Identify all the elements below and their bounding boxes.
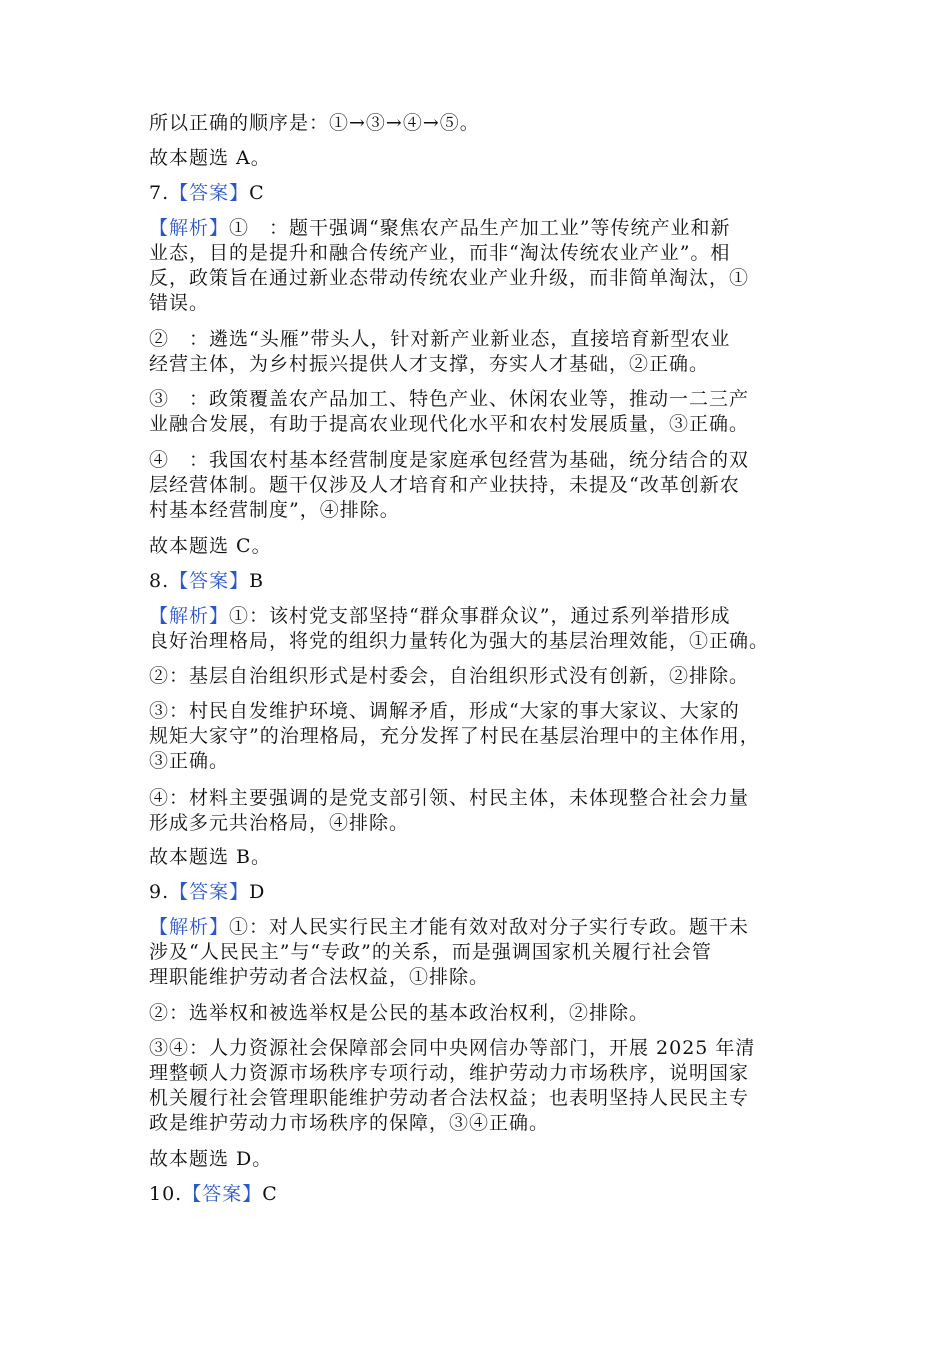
line-text: 故本题选 B。 bbox=[149, 846, 272, 868]
line-text: 所以正确的顺序是：①→③→④→⑤。 bbox=[149, 112, 480, 134]
line-text: 故本题选 A。 bbox=[149, 147, 271, 169]
text-line bbox=[149, 241, 801, 266]
paragraph bbox=[149, 604, 801, 654]
text-line bbox=[149, 629, 801, 654]
line-text: 错误。 bbox=[149, 292, 210, 314]
text-line bbox=[149, 749, 801, 774]
line-text: 经营主体，为乡村振兴提供人才支撑，夯实人才基础，②正确。 bbox=[149, 353, 710, 375]
text-line bbox=[149, 845, 801, 870]
paragraph bbox=[149, 915, 801, 990]
text-line bbox=[149, 534, 801, 559]
line-text: 故本题选 C。 bbox=[149, 535, 272, 557]
text-line bbox=[149, 146, 801, 171]
paragraph bbox=[149, 181, 801, 206]
answer-tag: 【答案】 bbox=[169, 182, 250, 204]
text-line bbox=[149, 915, 801, 940]
paragraph bbox=[149, 786, 801, 836]
line-text: 理整顿人力资源市场秩序专项行动，维护劳动力市场秩序，说明国家 bbox=[149, 1062, 750, 1084]
text-line bbox=[149, 786, 801, 811]
answer-tag: 【答案】 bbox=[182, 1183, 263, 1205]
line-text: 机关履行社会管理职能维护劳动者合法权益；也表明坚持人民民主专 bbox=[149, 1087, 750, 1109]
line-text: ①：该村党支部坚持“群众事群众议”，通过系列举措形成 bbox=[229, 605, 731, 627]
line-text: 反，政策旨在通过新业态带动传统农业产业升级，而非简单淘汰，① bbox=[149, 267, 750, 289]
text-line bbox=[149, 604, 801, 629]
question-number: 10. bbox=[149, 1183, 183, 1205]
text-line bbox=[149, 1111, 801, 1136]
paragraph bbox=[149, 534, 801, 559]
paragraph bbox=[149, 146, 801, 171]
line-text: 业融合发展，有助于提高农业现代化水平和农村发展质量，③正确。 bbox=[149, 413, 750, 435]
text-line bbox=[149, 352, 801, 377]
paragraph bbox=[149, 1001, 801, 1026]
paragraph bbox=[149, 216, 801, 316]
line-text: ④ ：我国农村基本经营制度是家庭承包经营为基础，统分结合的双 bbox=[149, 449, 750, 471]
text-line bbox=[149, 811, 801, 836]
line-text: ① ：题干强调“聚焦农产品生产加工业”等传统产业和新 bbox=[229, 217, 731, 239]
line-text: ②：选举权和被选举权是公民的基本政治权利，②排除。 bbox=[149, 1002, 650, 1024]
question-number: 7. bbox=[149, 182, 170, 204]
text-line bbox=[149, 111, 801, 136]
text-line bbox=[149, 448, 801, 473]
line-text: 规矩大家守”的治理格局，充分发挥了村民在基层治理中的主体作用， bbox=[149, 725, 760, 747]
text-line bbox=[149, 327, 801, 352]
paragraph bbox=[149, 387, 801, 437]
answer-tag: 【答案】 bbox=[169, 881, 250, 903]
paragraph bbox=[149, 845, 801, 870]
line-text: 理职能维护劳动者合法权益，①排除。 bbox=[149, 966, 490, 988]
line-text: 村基本经营制度”，④排除。 bbox=[149, 499, 400, 521]
line-text: ② ：遴选“头雁”带头人，针对新产业新业态，直接培育新型农业 bbox=[149, 328, 731, 350]
paragraph bbox=[149, 880, 801, 905]
answer-value: C bbox=[262, 1183, 278, 1205]
line-text: ③：村民自发维护环境、调解矛盾，形成“大家的事大家议、大家的 bbox=[149, 700, 740, 722]
text-line bbox=[149, 216, 801, 241]
text-line bbox=[149, 1147, 801, 1172]
line-text: ③ ：政策覆盖农产品加工、特色产业、休闲农业等，推动一二三产 bbox=[149, 388, 750, 410]
text-line bbox=[149, 1086, 801, 1111]
question-number: 9. bbox=[149, 881, 170, 903]
line-text: 良好治理格局，将党的组织力量转化为强大的基层治理效能，①正确。 bbox=[149, 630, 770, 652]
paragraph bbox=[149, 569, 801, 594]
text-line bbox=[149, 724, 801, 749]
answer-value: B bbox=[249, 570, 265, 592]
line-text: ②：基层自治组织形式是村委会，自治组织形式没有创新，②排除。 bbox=[149, 665, 750, 687]
paragraph bbox=[149, 1036, 801, 1136]
analysis-tag: 【解析】 bbox=[149, 217, 230, 239]
answer-value: D bbox=[249, 881, 266, 903]
answer-tag: 【答案】 bbox=[169, 570, 250, 592]
text-line bbox=[149, 498, 801, 523]
paragraph bbox=[149, 699, 801, 774]
paragraph bbox=[149, 327, 801, 377]
analysis-tag: 【解析】 bbox=[149, 605, 230, 627]
line-text: 故本题选 D。 bbox=[149, 1148, 273, 1170]
line-text: 业态，目的是提升和融合传统产业，而非“淘汰传统农业产业”。相 bbox=[149, 242, 731, 264]
text-line bbox=[149, 940, 801, 965]
text-line bbox=[149, 699, 801, 724]
line-text: ③④：人力资源社会保障部会同中央网信办等部门，开展 2025 年清 bbox=[149, 1037, 756, 1059]
paragraph bbox=[149, 1147, 801, 1172]
line-text: ④：材料主要强调的是党支部引领、村民主体，未体现整合社会力量 bbox=[149, 787, 750, 809]
line-text: 形成多元共治格局，④排除。 bbox=[149, 812, 410, 834]
paragraph bbox=[149, 664, 801, 689]
analysis-tag: 【解析】 bbox=[149, 916, 230, 938]
text-line bbox=[149, 1061, 801, 1086]
text-line bbox=[149, 473, 801, 498]
answer-value: C bbox=[249, 182, 265, 204]
text-line bbox=[149, 412, 801, 437]
line-text: ③正确。 bbox=[149, 750, 230, 772]
text-line bbox=[149, 1001, 801, 1026]
paragraph bbox=[149, 448, 801, 523]
paragraph bbox=[149, 1182, 801, 1207]
text-line bbox=[149, 387, 801, 412]
text-line bbox=[149, 965, 801, 990]
text-line bbox=[149, 266, 801, 291]
line-text: 层经营体制。题干仅涉及人才培育和产业扶持，未提及“改革创新农 bbox=[149, 474, 740, 496]
question-number: 8. bbox=[149, 570, 170, 592]
text-line bbox=[149, 1036, 801, 1061]
line-text: 涉及“人民民主”与“专政”的关系，而是强调国家机关履行社会管 bbox=[149, 941, 712, 963]
paragraph bbox=[149, 111, 801, 136]
text-line bbox=[149, 291, 801, 316]
text-line bbox=[149, 664, 801, 689]
line-text: 政是维护劳动力市场秩序的保障，③④正确。 bbox=[149, 1112, 550, 1134]
line-text: ①：对人民实行民主才能有效对敌对分子实行专政。题干未 bbox=[229, 916, 750, 938]
